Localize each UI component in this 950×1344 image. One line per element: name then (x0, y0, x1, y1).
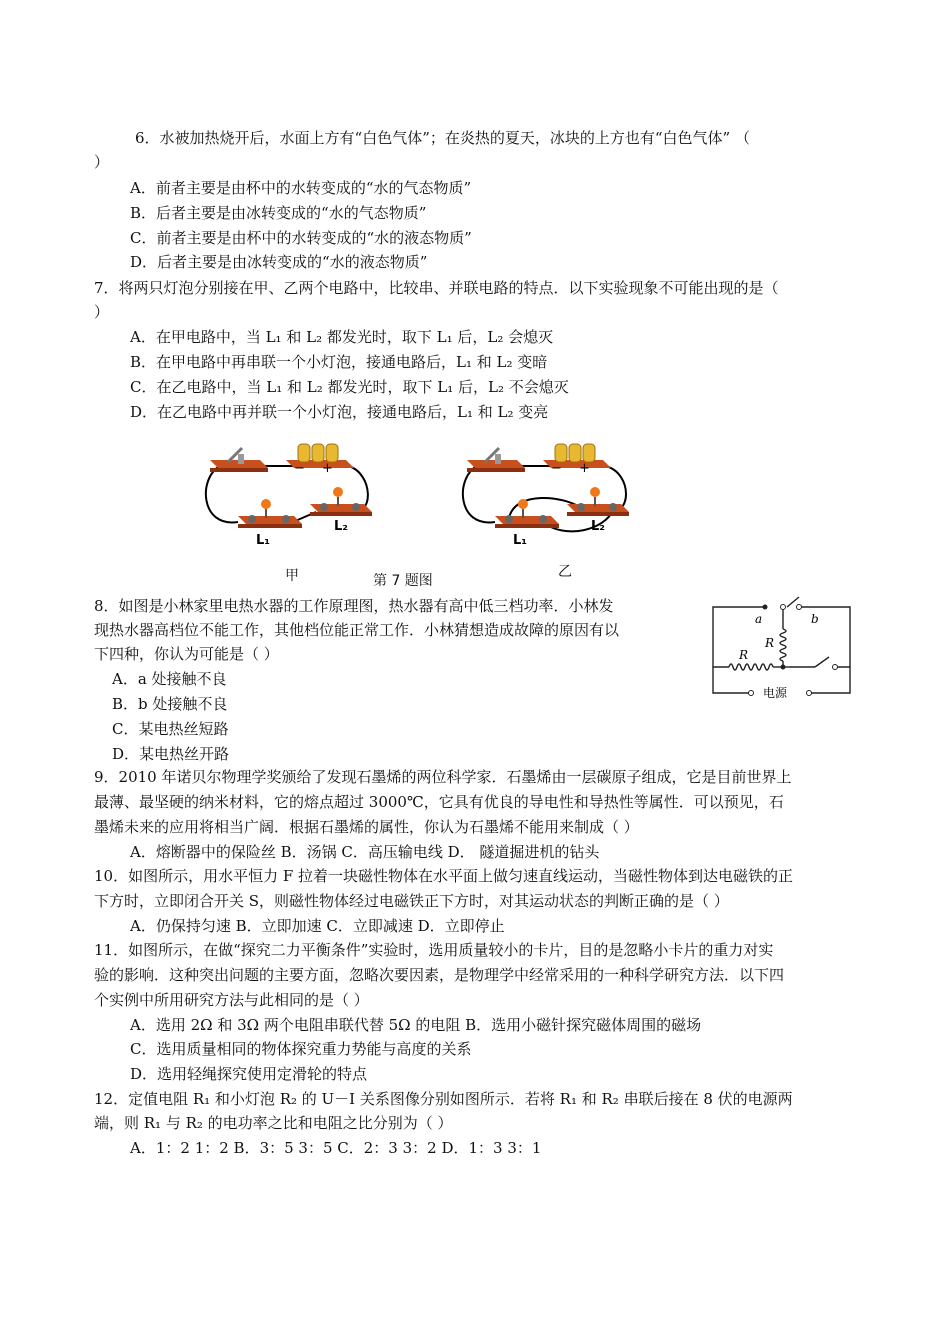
figure-label-jia: 甲 (285, 568, 299, 584)
battery-plus-jia: + (322, 461, 333, 476)
circuit-label-r-horizontal: R (739, 648, 749, 662)
q11-option-ab: A．选用 2Ω 和 3Ω 两个电阻串联代替 5Ω 的电阻 B．选用小磁针探究磁体周围的磁场 (130, 1016, 702, 1034)
battery-minus-jia: − (294, 461, 305, 476)
lamp-l2-label-yi: L₂ (591, 519, 605, 534)
q6-option-c: C．前者主要是由杯中的水转变成的“水的液态物质” (130, 229, 472, 247)
circuit-label-power: 电源 (763, 686, 788, 700)
q12-stem-line1: 12．定值电阻 R₁ 和小灯泡 R₂ 的 U－I 关系图像分别如图所示．若将 R₁ 和 R₂ 串联后接在 8 伏的电源两 (94, 1090, 793, 1108)
q8-stem-line2: 现热水器高档位不能工作，其他档位能正常工作．小林猜想造成故障的原因有以 (94, 621, 620, 639)
q9-stem-line3: 墨烯未来的应用将相当广阔．根据石墨烯的属性，你认为石墨烯不能用来制成（ ） (94, 818, 639, 836)
figure-label-yi: 乙 (558, 564, 572, 580)
q10-stem-line1: 10．如图所示，用水平恒力 F 拉着一块磁性物体在水平面上做匀速直线运动，当磁性物体到达电磁铁的正 (94, 867, 794, 885)
battery-plus-yi: + (579, 461, 590, 476)
q7-stem-line1: 7．将两只灯泡分别接在甲、乙两个电路中，比较串、并联电路的特点．以下实验现象不可能出现的是（ (94, 279, 779, 297)
figure-caption-q7: 第 7 题图 (373, 573, 433, 589)
circuit-figure-jia (198, 430, 388, 570)
lamp-l1-label-jia: L₁ (256, 533, 270, 548)
q8-option-d: D．某电热丝开路 (112, 745, 230, 763)
battery-minus-yi: − (551, 461, 562, 476)
q6-stem-line1: 6．水被加热烧开后，水面上方有“白色气体”；在炎热的夏天，冰块的上方也有“白色气体” （ (135, 129, 750, 147)
q8-stem-line3: 下四种，你认为可能是（ ） (94, 645, 279, 663)
q6-option-d: D．后者主要是由冰转变成的“水的液态物质” (130, 253, 428, 271)
q7-option-d: D．在乙电路中再并联一个小灯泡，接通电路后，L₁ 和 L₂ 变亮 (130, 403, 549, 421)
q7-option-b: B．在甲电路中再串联一个小灯泡，接通电路后，L₁ 和 L₂ 变暗 (130, 353, 548, 371)
q7-option-c: C．在乙电路中，当 L₁ 和 L₂ 都发光时，取下 L₁ 后，L₂ 不会熄灭 (130, 378, 569, 396)
q9-stem-line1: 9．2010 年诺贝尔物理学奖颁给了发现石墨烯的两位科学家．石墨烯由一层碳原子组成，它是目前世界上 (94, 768, 792, 786)
q6-option-b: B．后者主要是由冰转变成的“水的气态物质” (130, 204, 427, 222)
q8-stem-line1: 8．如图是小林家里电热水器的工作原理图，热水器有高中低三档功率．小林发 (94, 597, 614, 615)
lamp-l2-label-jia: L₂ (334, 519, 348, 534)
q11-stem-line1: 11．如图所示，在做“探究二力平衡条件”实验时，选用质量较小的卡片，目的是忽略小卡片的重力对实 (94, 941, 774, 959)
circuit-figure-yi (455, 430, 645, 570)
q11-option-c: C．选用质量相同的物体探究重力势能与高度的关系 (130, 1040, 472, 1058)
q9-stem-line2: 最薄、最坚硬的纳米材料，它的熔点超过 3000℃，它具有优良的导电性和导热性等属性．可以预见，石 (94, 793, 784, 811)
circuit-label-r-vertical: R (765, 636, 775, 650)
q7-stem-line2: ） (94, 303, 110, 321)
q7-option-a: A．在甲电路中，当 L₁ 和 L₂ 都发光时，取下 L₁ 后，L₂ 会熄灭 (130, 328, 554, 346)
water-heater-circuit-diagram (705, 595, 855, 700)
q9-options: A．熔断器中的保险丝 B．汤锅 C．高压输电线 D． 隧道掘进机的钻头 (130, 843, 600, 861)
q10-options: A．仍保持匀速 B．立即加速 C．立即减速 D．立即停止 (130, 917, 505, 935)
lamp-l1-label-yi: L₁ (513, 533, 527, 548)
q8-option-a: A．a 处接触不良 (112, 670, 227, 688)
circuit-label-b: b (811, 612, 819, 626)
q11-option-d: D．选用轻绳探究使用定滑轮的特点 (130, 1065, 368, 1083)
circuit-label-a: a (755, 612, 763, 626)
q12-options: A．1：2 1：2 B．3：5 3：5 C．2：3 3：2 D．1：3 3：1 (130, 1139, 542, 1157)
q10-stem-line2: 下方时，立即闭合开关 S，则磁性物体经过电磁铁正下方时，对其运动状态的判断正确的是（ ） (94, 892, 729, 910)
q12-stem-line2: 端，则 R₁ 与 R₂ 的电功率之比和电阻之比分别为（ ） (94, 1114, 453, 1132)
q6-stem-line2: ） (94, 153, 110, 171)
q6-option-a: A．前者主要是由杯中的水转变成的“水的气态物质” (130, 179, 472, 197)
q11-stem-line2: 验的影响．这种突出问题的主要方面，忽略次要因素，是物理学中经常采用的一种科学研究方法．以下四 (94, 966, 785, 984)
q8-option-c: C．某电热丝短路 (112, 720, 229, 738)
q8-option-b: B．b 处接触不良 (112, 695, 228, 713)
q11-stem-line3: 个实例中所用研究方法与此相同的是（ ） (94, 991, 369, 1009)
